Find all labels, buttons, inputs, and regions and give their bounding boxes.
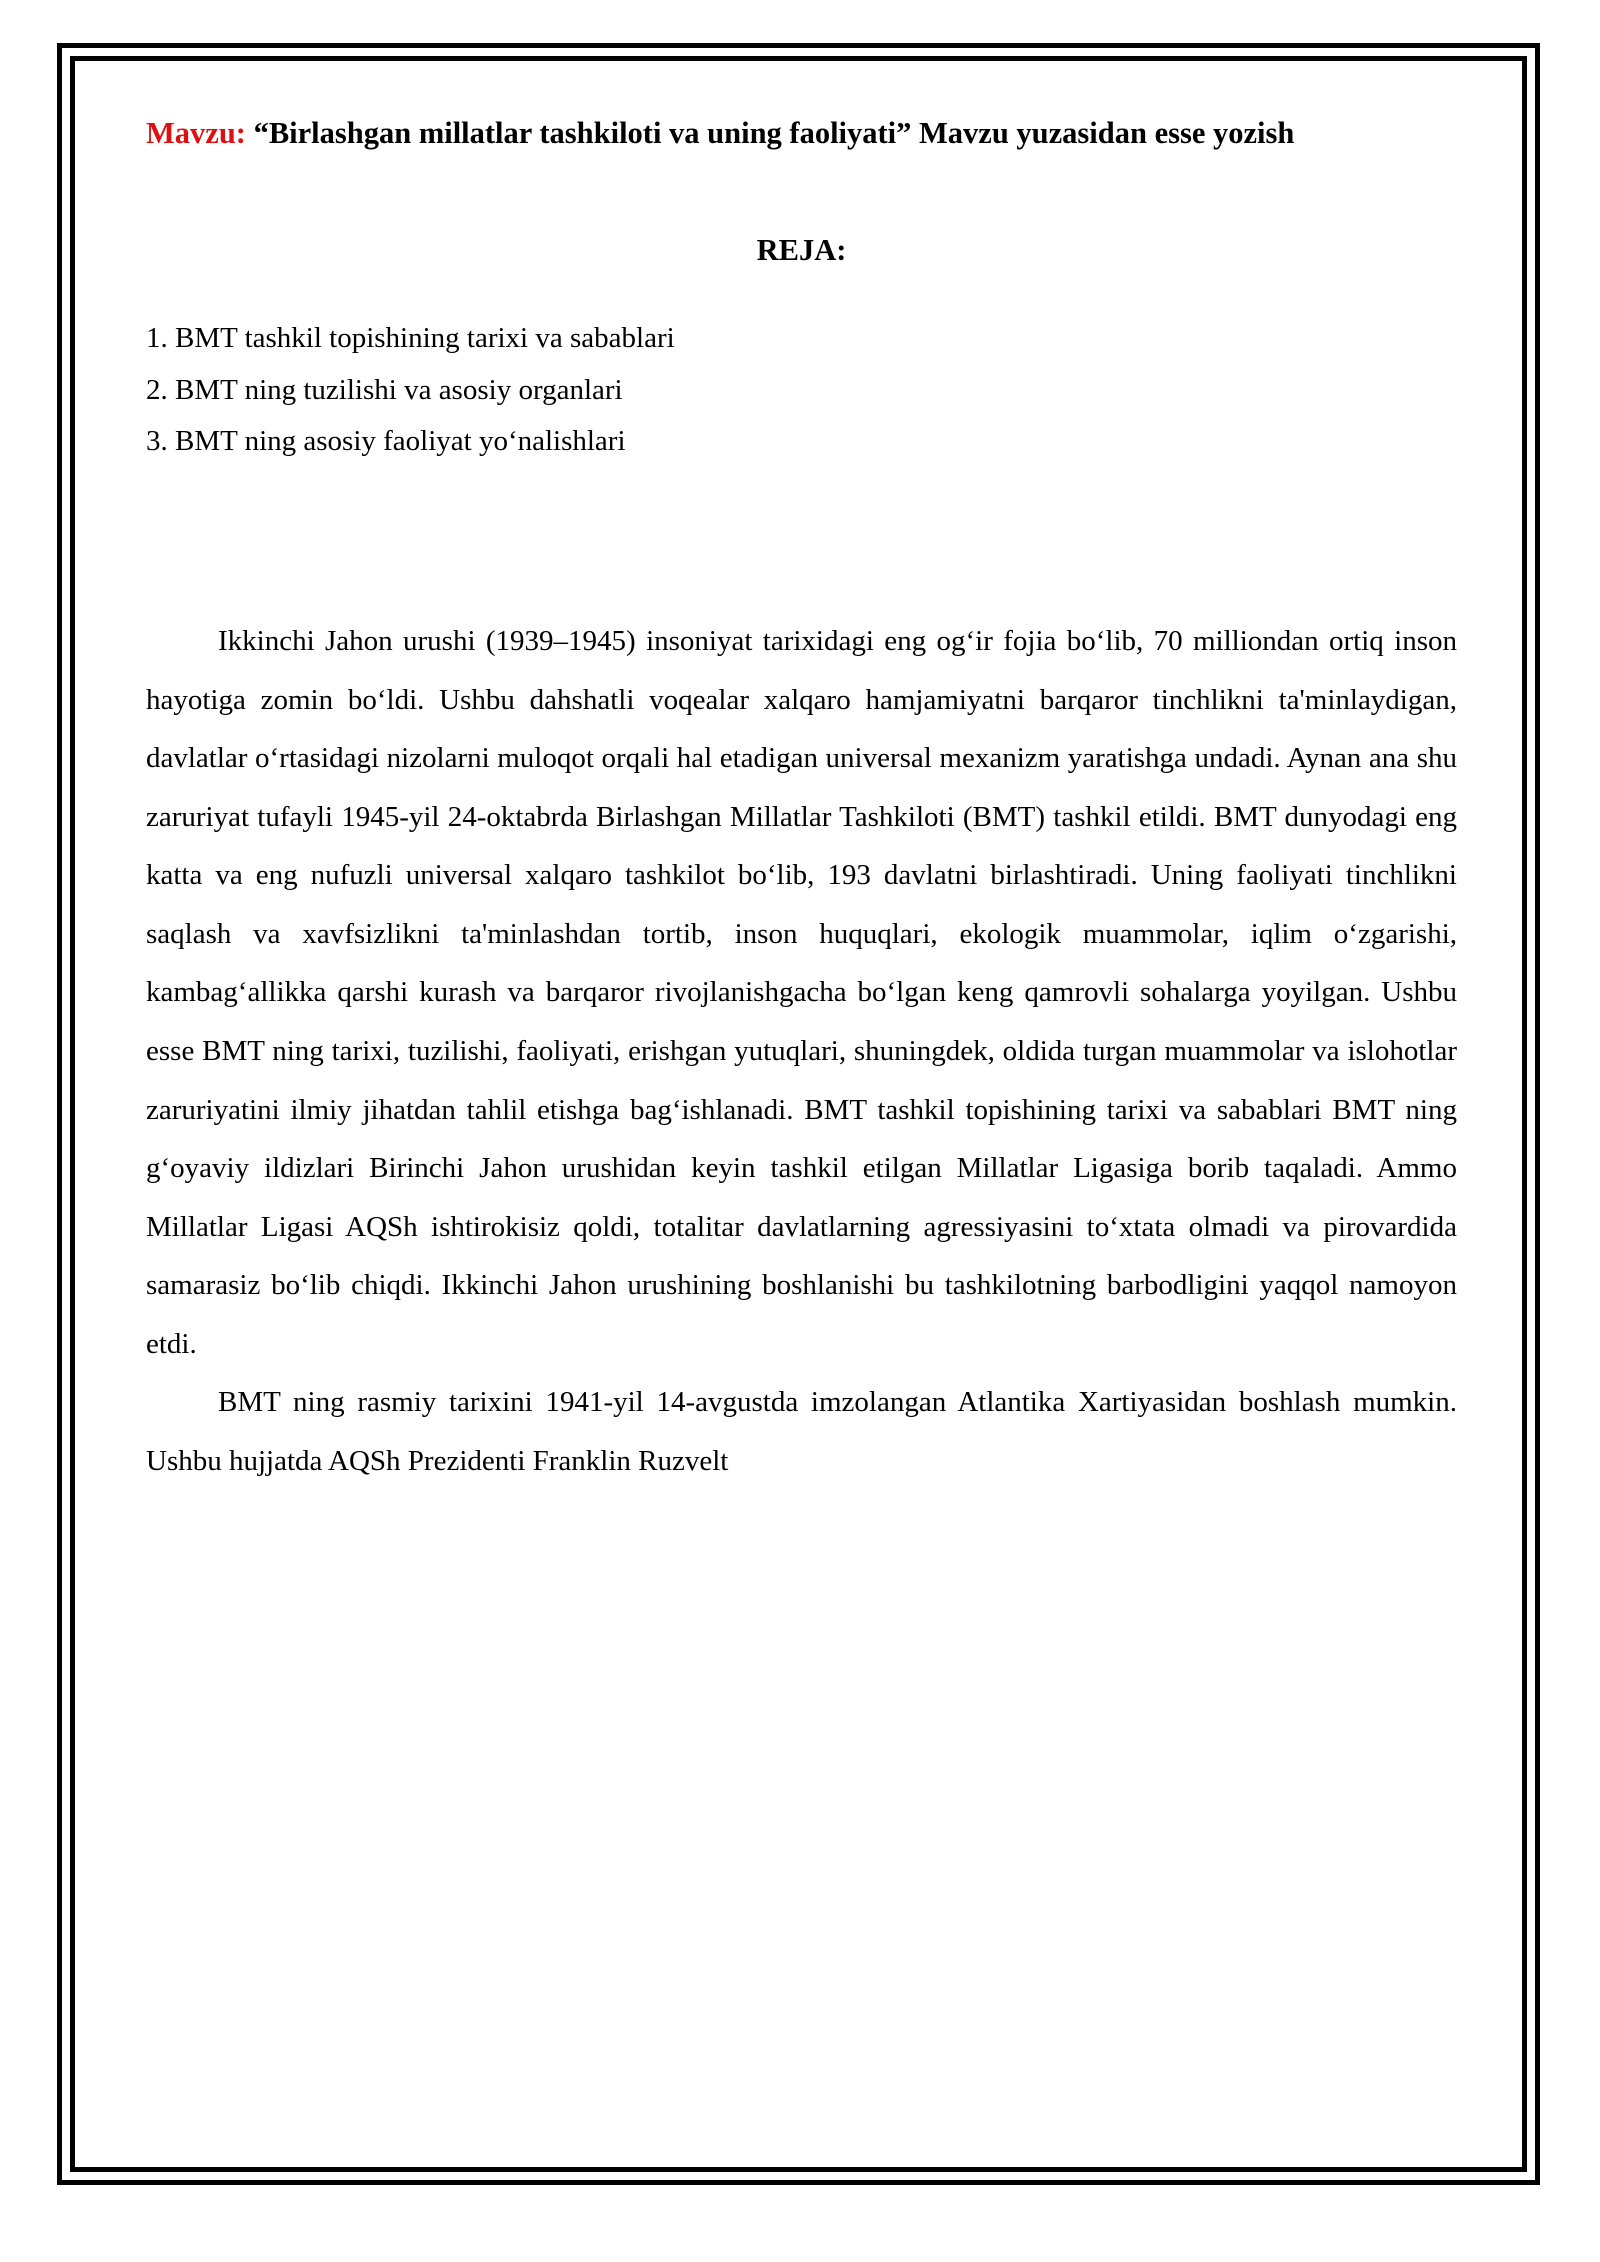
page-title-text: “Birlashgan millatlar tashkiloti va uning faoliyati” Mavzu yuzasidan esse yozish <box>245 116 1295 150</box>
list-item: 1. BMT tashkil topishining tarixi va sabablari <box>146 322 675 355</box>
list-item: 3. BMT ning asosiy faoliyat yo‘nalishlari <box>146 425 626 458</box>
paragraph: BMT ning rasmiy tarixini 1941-yil 14-avgustda imzolangan Atlantika Xartiyasidan boshlash mumkin. Ushbu hujjatda AQSh Prezidenti Franklin Ruzvelt <box>146 1386 1457 1478</box>
body-text <box>146 612 1457 1491</box>
page-title-label: Mavzu: <box>146 116 246 150</box>
page-title <box>146 107 1457 159</box>
plan-list <box>146 313 1457 468</box>
document-page-border-inner <box>70 56 1527 2172</box>
plan-heading: REJA: <box>756 233 847 268</box>
paragraph: Ikkinchi Jahon urushi (1939–1945) insoniyat tarixidagi eng og‘ir fojia bo‘lib, 70 milliondan ortiq inson hayotiga zomin bo‘ldi. Ushbu dahshatli voqealar xalqaro hamjamiyatni barqaror tinchlikni ta'minlaydigan, davlatlar o‘rtasidagi nizolarni muloqot orqali hal etadigan universal mexanizm yaratishga undadi. Aynan ana shu zaruriyat tufayli 1945-yil 24-oktabrda Birlashgan Millatlar Tashkiloti (BMT) tashkil etildi. BMT dunyodagi eng katta va eng nufuzli universal xalqaro tashkilot bo‘lib, 193 davlatni birlashtiradi. Uning faoliyati tinchlikni saqlash va xavfsizlikni ta'minlashdan tortib, inson huquqlari, ekologik muammolar, iqlim o‘zgarishi, kambag‘allikka qarshi kurash va barqaror rivojlanishgacha bo‘lgan keng qamrovli sohalarga yoyilgan. Ushbu esse BMT ning tarixi, tuzilishi, faoliyati, erishgan yutuqlari, shuningdek, oldida turgan muammolar va islohotlar zaruriyatini ilmiy jihatdan tahlil etishga bag‘ishlanadi. BMT tashkil topishining tarixi va sabablari BMT ning g‘oyaviy ildizlari Birinchi Jahon urushidan keyin tashkil etilgan Millatlar Ligasiga borib taqaladi. Ammo Millatlar Ligasi AQSh ishtirokisiz qoldi, totalitar davlatlarning agressiyasini to‘xtata olmadi va pirovardida samarasiz bo‘lib chiqdi. Ikkinchi Jahon urushining boshlanishi bu tashkilotning barbodligini yaqqol namoyon etdi. <box>146 624 1457 1360</box>
list-item: 2. BMT ning tuzilishi va asosiy organlari <box>146 373 623 406</box>
document-content <box>75 61 1522 2167</box>
document-page-border-outer <box>57 43 1540 2185</box>
